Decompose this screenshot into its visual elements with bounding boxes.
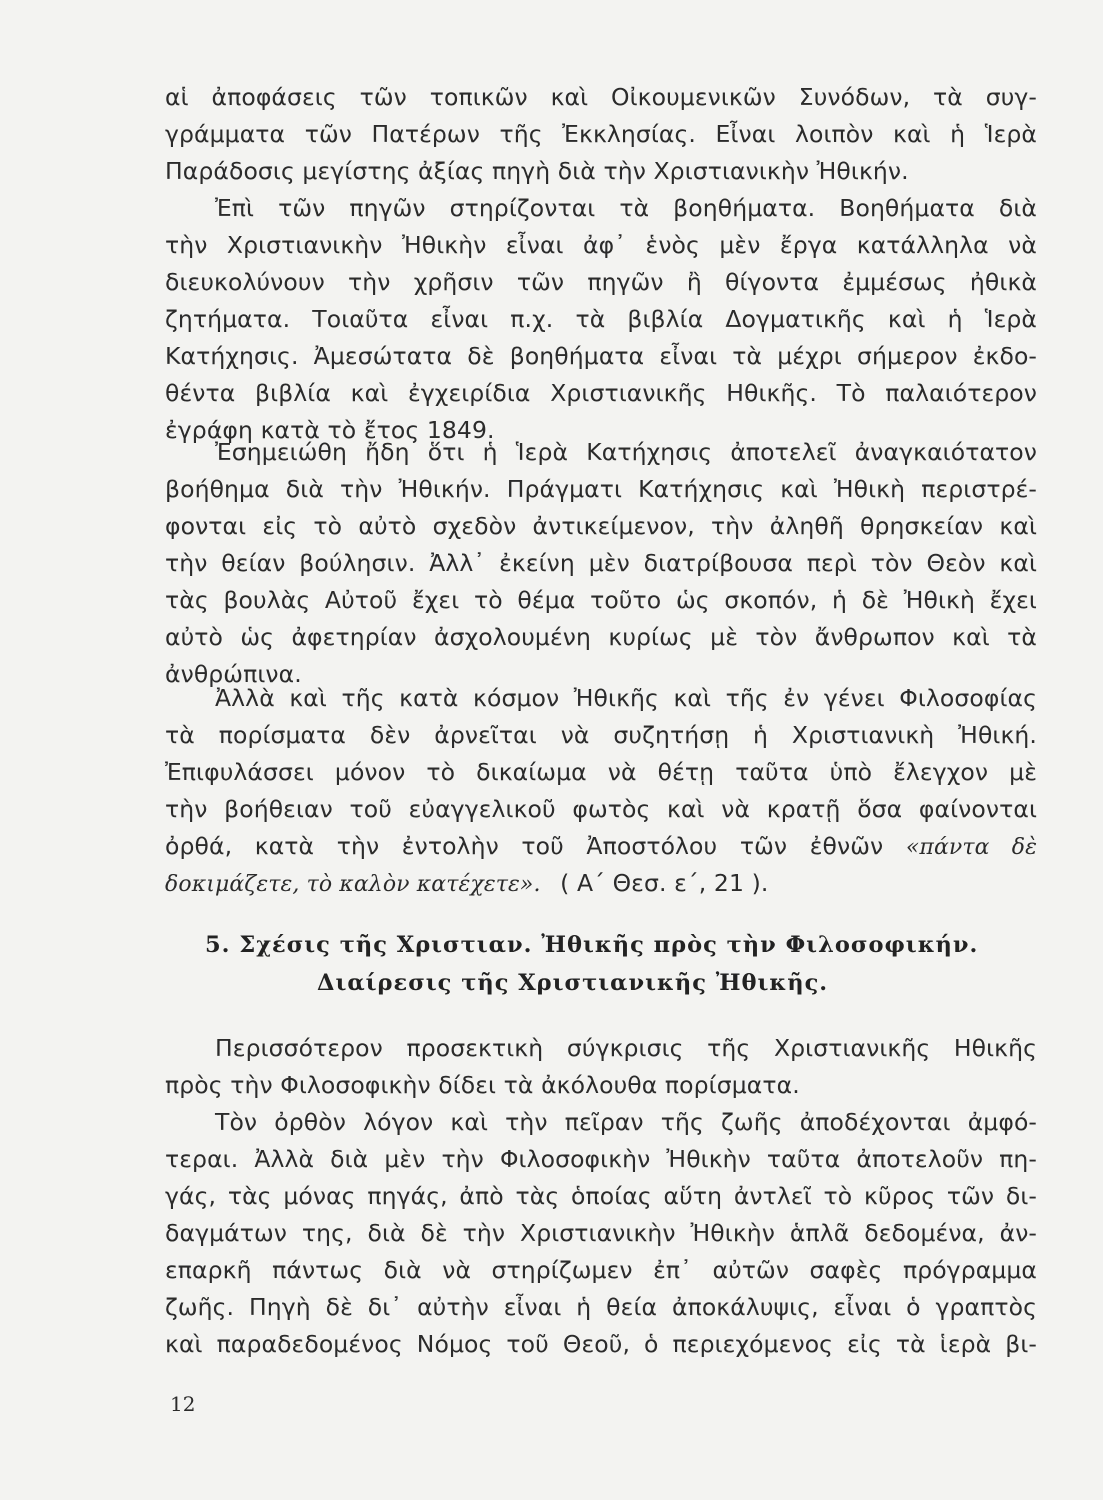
text-line: ζητήματα. Τοιαῦτα εἶναι π.χ. τὰ βιβλία Δογματικῆς καὶ ἡ Ἱερὰ [165, 305, 1037, 333]
text-line: Ἀλλὰ καὶ τῆς κατὰ κόσμον Ἠθικῆς καὶ τῆς ἐν γένει Φιλοσοφίας [215, 684, 1037, 712]
section-heading-line-1: 5. Σχέσις τῆς Χριστιαν. Ἠθικῆς πρὸς τὴν Φιλοσοφικήν. [205, 932, 979, 958]
text-line: Ἐσημειώθη ἤδη ὅτι ἡ Ἱερὰ Κατήχησις ἀποτελεῖ ἀναγκαιότατον [215, 438, 1037, 466]
scripture-quote: δοκιμάζετε, τὸ καλὸν κατέχετε». [165, 872, 541, 897]
text-line: Παράδοσις μεγίστης ἀξίας πηγὴ διὰ τὴν Χριστιανικὴν Ἠθικήν. [165, 157, 909, 185]
text-line: επαρκῆ πάντως διὰ νὰ στηρίζωμεν ἐπ᾽ αὐτῶν σαφὲς πρόγραμμα [165, 1256, 1037, 1284]
text-line: καὶ παραδεδομένος Νόμος τοῦ Θεοῦ, ὁ περιεχόμενος εἰς τὰ ἱερὰ βι- [165, 1330, 1037, 1358]
text-line: ζωῆς. Πηγὴ δὲ δι᾽ αὐτὴν εἶναι ἡ θεία ἀποκάλυψις, εἶναι ὁ γραπτὸς [165, 1293, 1037, 1321]
text-line: δαγμάτων της, διὰ δὲ τὴν Χριστιανικὴν Ἠθικὴν ἁπλᾶ δεδομένα, ἀν- [165, 1219, 1037, 1247]
text-line [165, 831, 1037, 863]
text-line: Ἐπιφυλάσσει μόνον τὸ δικαίωμα νὰ θέτῃ ταῦτα ὑπὸ ἔλεγχον μὲ [165, 758, 1037, 786]
text-line: πρὸς τὴν Φιλοσοφικὴν δίδει τὰ ἀκόλουθα πορίσματα. [165, 1071, 800, 1099]
text-line: φονται εἰς τὸ αὐτὸ σχεδὸν ἀντικείμενον, τὴν ἀληθῆ θρησκείαν καὶ [165, 512, 1037, 540]
text-segment: ὀρθά, κατὰ τὴν ἐντολὴν τοῦ Ἀποστόλου τῶν ἐθνῶν [165, 832, 884, 860]
text-line: τεραι. Ἀλλὰ διὰ μὲν τὴν Φιλοσοφικὴν Ἠθικὴν ταῦτα ἀποτελοῦν πη- [165, 1145, 1037, 1173]
text-line: Κατήχησις. Ἀμεσώτατα δὲ βοηθήματα εἶναι τὰ μέχρι σήμερον ἐκδο- [165, 342, 1037, 370]
text-line: τὴν βοήθειαν τοῦ εὐαγγελικοῦ φωτὸς καὶ νὰ κρατῇ ὅσα φαίνονται [165, 795, 1037, 823]
scripture-quote: «πάντα δὲ [905, 835, 1037, 860]
text-line: διευκολύνουν τὴν χρῆσιν τῶν πηγῶν ἢ θίγοντα ἐμμέσως ἠθικὰ [165, 268, 1037, 296]
text-line: Περισσότερον προσεκτικὴ σύγκρισις τῆς Χριστιανικῆς Ηθικῆς [215, 1034, 1037, 1062]
text-line: τὰς βουλὰς Αὐτοῦ ἔχει τὸ θέμα τοῦτο ὡς σκοπόν, ἡ δὲ Ἠθικὴ ἔχει [165, 586, 1037, 614]
text-line: γράμματα τῶν Πατέρων τῆς Ἐκκλησίας. Εἶναι λοιπὸν καὶ ἡ Ἱερὰ [165, 120, 1037, 148]
scripture-reference: ( Α΄ Θεσ. ε΄, 21 ). [560, 869, 769, 897]
text-line: αἱ ἀποφάσεις τῶν τοπικῶν καὶ Οἰκουμενικῶν Συνόδων, τὰ συγ- [165, 83, 1037, 111]
text-line: Τὸν ὀρθὸν λόγον καὶ τὴν πεῖραν τῆς ζωῆς ἀποδέχονται ἀμφό- [215, 1108, 1037, 1136]
text-line: τὴν θείαν βούλησιν. Ἀλλ᾽ ἐκείνη μὲν διατρίβουσα περὶ τὸν Θεὸν καὶ [165, 549, 1037, 577]
text-line: τὴν Χριστιανικὴν Ἠθικὴν εἶναι ἀφ᾽ ἑνὸς μὲν ἔργα κατάλληλα νὰ [165, 231, 1037, 259]
text-line: ἐγράφη κατὰ τὸ ἔτος 1849. [165, 416, 495, 444]
text-line: γάς, τὰς μόνας πηγάς, ἀπὸ τὰς ὁποίας αὕτη ἀντλεῖ τὸ κῦρος τῶν δι- [165, 1182, 1037, 1210]
section-heading-line-2: Διαίρεσις τῆς Χριστιανικῆς Ἠθικῆς. [317, 970, 829, 996]
text-line: βοήθημα διὰ τὴν Ἠθικήν. Πράγματι Κατήχησις καὶ Ἠθικὴ περιστρέ- [165, 475, 1037, 503]
text-line [165, 868, 768, 900]
text-line: τὰ πορίσματα δὲν ἀρνεῖται νὰ συζητήσῃ ἡ Χριστιανικὴ Ἠθική. [165, 721, 1037, 749]
page-number: 12 [170, 1392, 196, 1416]
text-line: Ἐπὶ τῶν πηγῶν στηρίζονται τὰ βοηθήματα. Βοηθήματα διὰ [215, 194, 1037, 222]
text-line: θέντα βιβλία καὶ ἐγχειρίδια Χριστιανικῆς Ηθικῆς. Τὸ παλαιότερον [165, 379, 1037, 407]
text-line: αὐτὸ ὡς ἀφετηρίαν ἀσχολουμένη κυρίως μὲ τὸν ἄνθρωπον καὶ τὰ [165, 623, 1037, 651]
text-line: ἀνθρώπινα. [165, 660, 302, 688]
